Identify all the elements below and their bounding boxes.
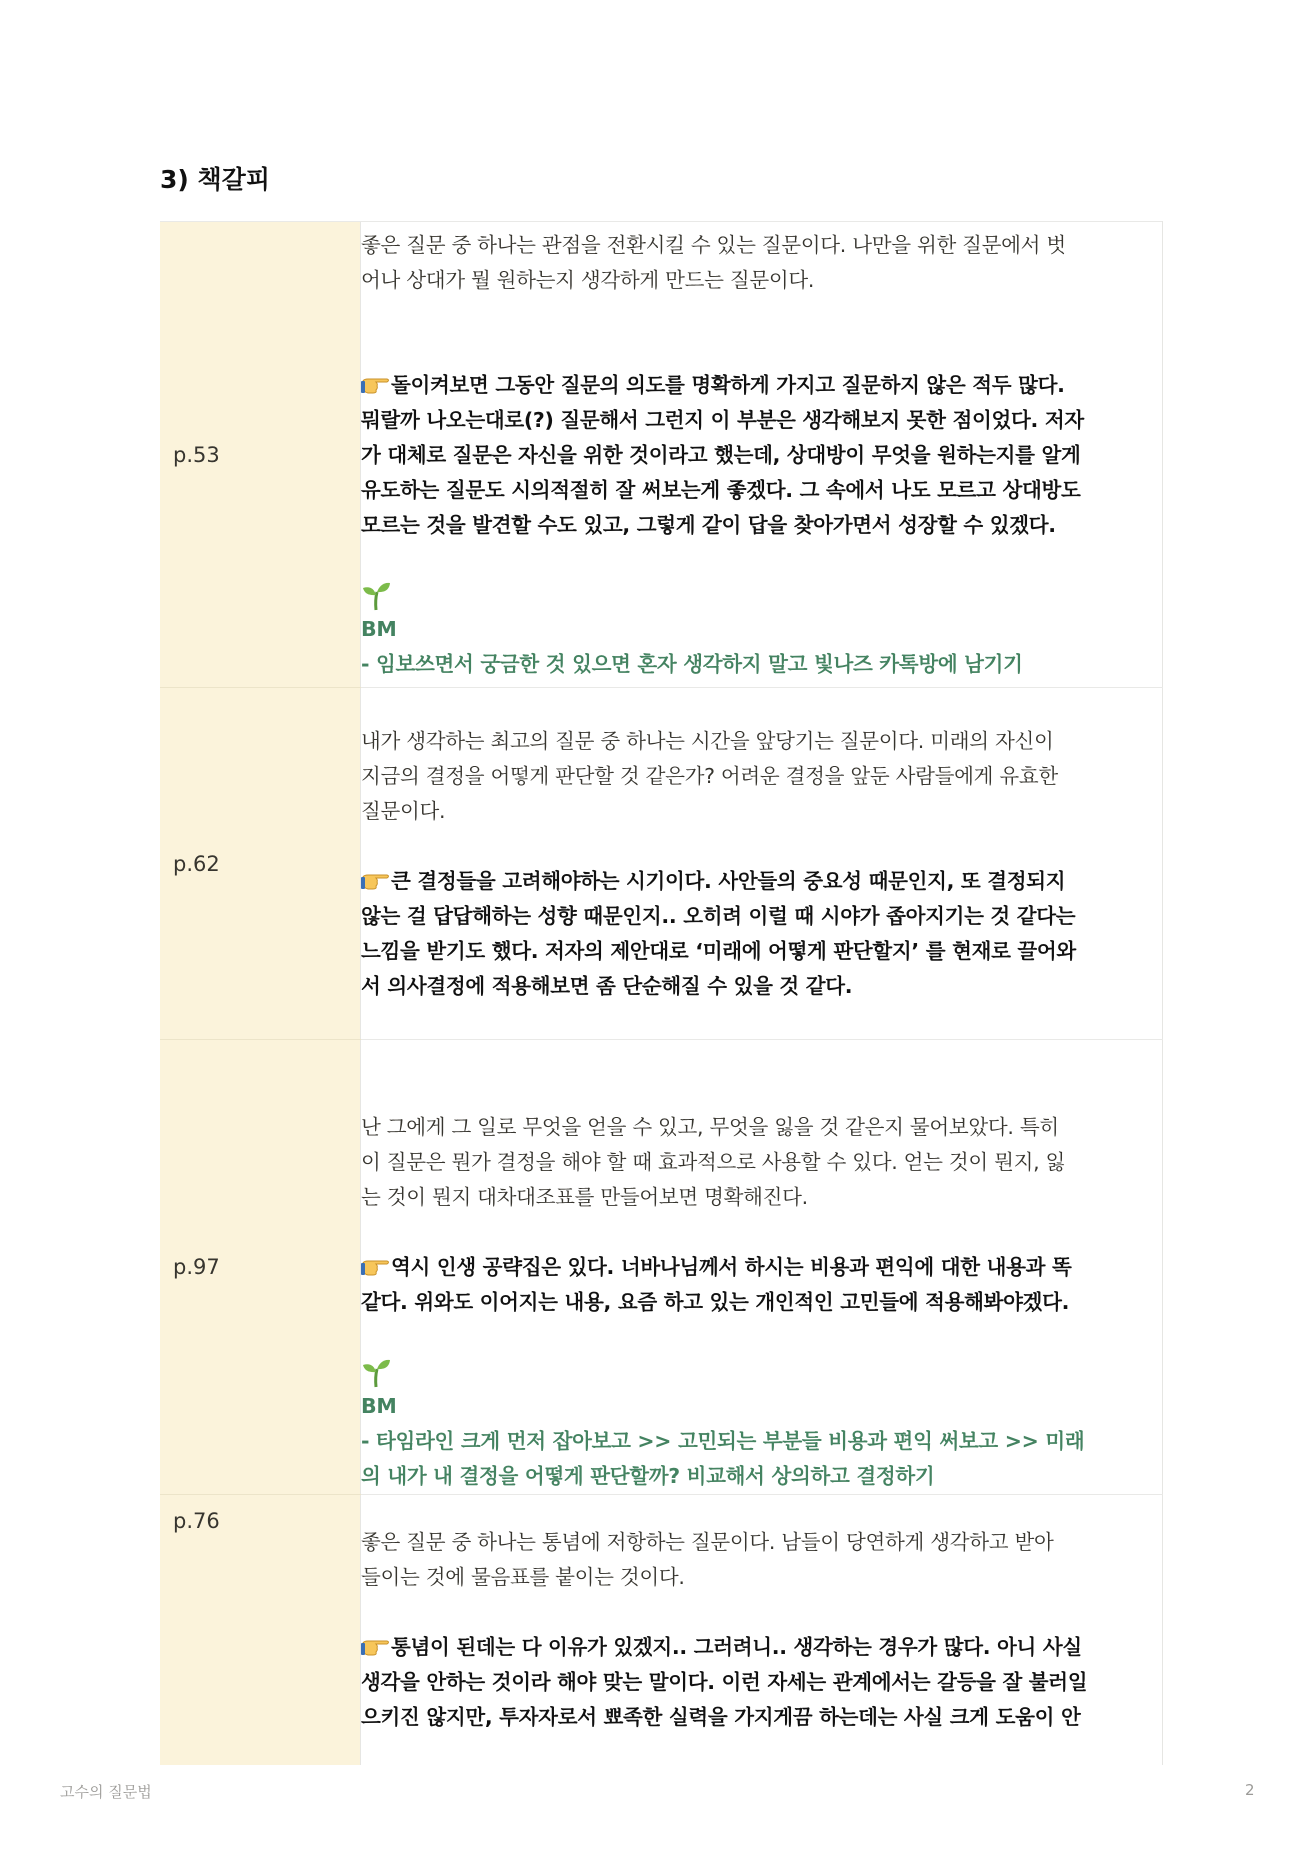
quote-line: 내가 생각하는 최고의 질문 중 하나는 시간을 앞당기는 질문이다. 미래의 자신이 (361, 728, 1054, 753)
page-number-cell (160, 688, 361, 1040)
section-title: 3) 책갈피 (160, 165, 270, 194)
page-number: p.62 (173, 851, 220, 876)
reflection-line: 느낌을 받기도 했다. 저자의 제안대로 ‘미래에 어떻게 판단할지’ 를 현재로 끌어와 (361, 938, 1076, 963)
page-number-cell (160, 1495, 361, 1766)
page-number-cell (160, 222, 361, 688)
table-row (160, 1495, 1163, 1766)
quote-line: 지금의 결정을 어떻게 판단할 것 같은가? 어려운 결정을 앞둔 사람들에게 유효한 (361, 763, 1058, 788)
quote-line: 들이는 것에 물음표를 붙이는 것이다. (361, 1565, 685, 1589)
table-row (160, 688, 1163, 1040)
reflection-line: 가 대체로 질문은 자신을 위한 것이라고 했는데, 상대방이 무엇을 원하는지를 알게 (361, 442, 1081, 467)
quote-line: 어나 상대가 뭘 원하는지 생각하게 만드는 질문이다. (361, 267, 815, 292)
reflection-line: 모르는 것을 발견할 수도 있고, 그렇게 같이 답을 찾아가면서 성장할 수 있겠다. (361, 512, 1056, 537)
sprout-icon (361, 580, 391, 612)
reflection-line: 으키진 않지만, 투자자로서 뾰족한 실력을 가지게끔 하는데는 사실 크게 도움이 안 (361, 1705, 1081, 1729)
quote-line: 이 질문은 뭔가 결정을 해야 할 때 효과적으로 사용할 수 있다. 얻는 것이 뭔지, 잃 (361, 1150, 1066, 1174)
reflection-line: 서 의사결정에 적용해보면 좀 단순해질 수 있을 것 같다. (361, 973, 853, 998)
table-row (160, 1040, 1163, 1495)
footer-page-number: 2 (1245, 1781, 1255, 1799)
quote-line: 좋은 질문 중 하나는 통념에 저항하는 질문이다. 남들이 당연하게 생각하고 받아 (361, 1530, 1054, 1554)
footer-document-title: 고수의 질문법 (60, 1783, 152, 1801)
quote-line: 난 그에게 그 일로 무엇을 얻을 수 있고, 무엇을 잃을 것 같은지 물어보았다. 특히 (361, 1115, 1059, 1139)
table-row (160, 222, 1163, 688)
quote-line: 좋은 질문 중 하나는 관점을 전환시킬 수 있는 질문이다. 나만을 위한 질문에서 벗 (361, 232, 1066, 257)
bm-line: - 타임라인 크게 먼저 잡아보고 >> 고민되는 부분들 비용과 편익 써보고 >> 미래 (361, 1429, 1085, 1453)
reflection-line: 같다. 위와도 이어지는 내용, 요즘 하고 있는 개인적인 고민들에 적용해봐야겠다. (361, 1290, 1070, 1314)
pointing-hand-icon (361, 373, 391, 395)
quote-line: 질문이다. (361, 798, 446, 823)
sprout-icon (361, 1357, 391, 1389)
reflection-line: 유도하는 질문도 시의적절히 잘 써보는게 좋겠다. 그 속에서 나도 모르고 상대방도 (361, 477, 1081, 502)
reflection-line: 돌이켜보면 그동안 질문의 의도를 명확하게 가지고 질문하지 않은 적두 많다. (391, 372, 1065, 397)
pointing-hand-icon (361, 1635, 391, 1657)
pointing-hand-icon (361, 869, 391, 891)
page-number: p.97 (173, 1255, 220, 1279)
note-cell (361, 222, 1163, 688)
bm-line: - 임보쓰면서 궁금한 것 있으면 혼자 생각하지 말고 빛나즈 카톡방에 남기기 (361, 651, 1023, 676)
quote-line: 는 것이 뭔지 대차대조표를 만들어보면 명확해진다. (361, 1185, 808, 1209)
reflection-line: 통념이 된데는 다 이유가 있겠지.. 그러려니.. 생각하는 경우가 많다. 아니 사실 (391, 1635, 1082, 1659)
page-number: p.76 (173, 1509, 220, 1533)
reflection-line: 뭐랄까 나오는대로(?) 질문해서 그런지 이 부분은 생각해보지 못한 점이었다. 저자 (361, 407, 1084, 432)
note-cell (361, 1040, 1163, 1495)
note-cell (361, 688, 1163, 1040)
page-number-cell (160, 1040, 361, 1495)
bm-line: 의 내가 내 결정을 어떻게 판단할까? 비교해서 상의하고 결정하기 (361, 1464, 935, 1488)
reflection-line: 않는 걸 답답해하는 성향 때문인지.. 오히려 이럴 때 시야가 좁아지기는 것 같다는 (361, 903, 1076, 928)
bm-label: BM (361, 1394, 397, 1418)
reflection-line: 큰 결정들을 고려해야하는 시기이다. 사안들의 중요성 때문인지, 또 결정되지 (391, 868, 1066, 893)
reflection-line: 생각을 안하는 것이라 해야 맞는 말이다. 이런 자세는 관계에서는 갈등을 잘 불러일 (361, 1670, 1088, 1694)
reflection-line: 역시 인생 공략집은 있다. 너바나님께서 하시는 비용과 편익에 대한 내용과 똑 (391, 1255, 1072, 1279)
note-cell (361, 1495, 1163, 1766)
pointing-hand-icon (361, 1255, 391, 1277)
bookmark-table (160, 221, 1163, 1765)
bm-label: BM (361, 616, 397, 641)
page-number: p.53 (173, 442, 220, 467)
